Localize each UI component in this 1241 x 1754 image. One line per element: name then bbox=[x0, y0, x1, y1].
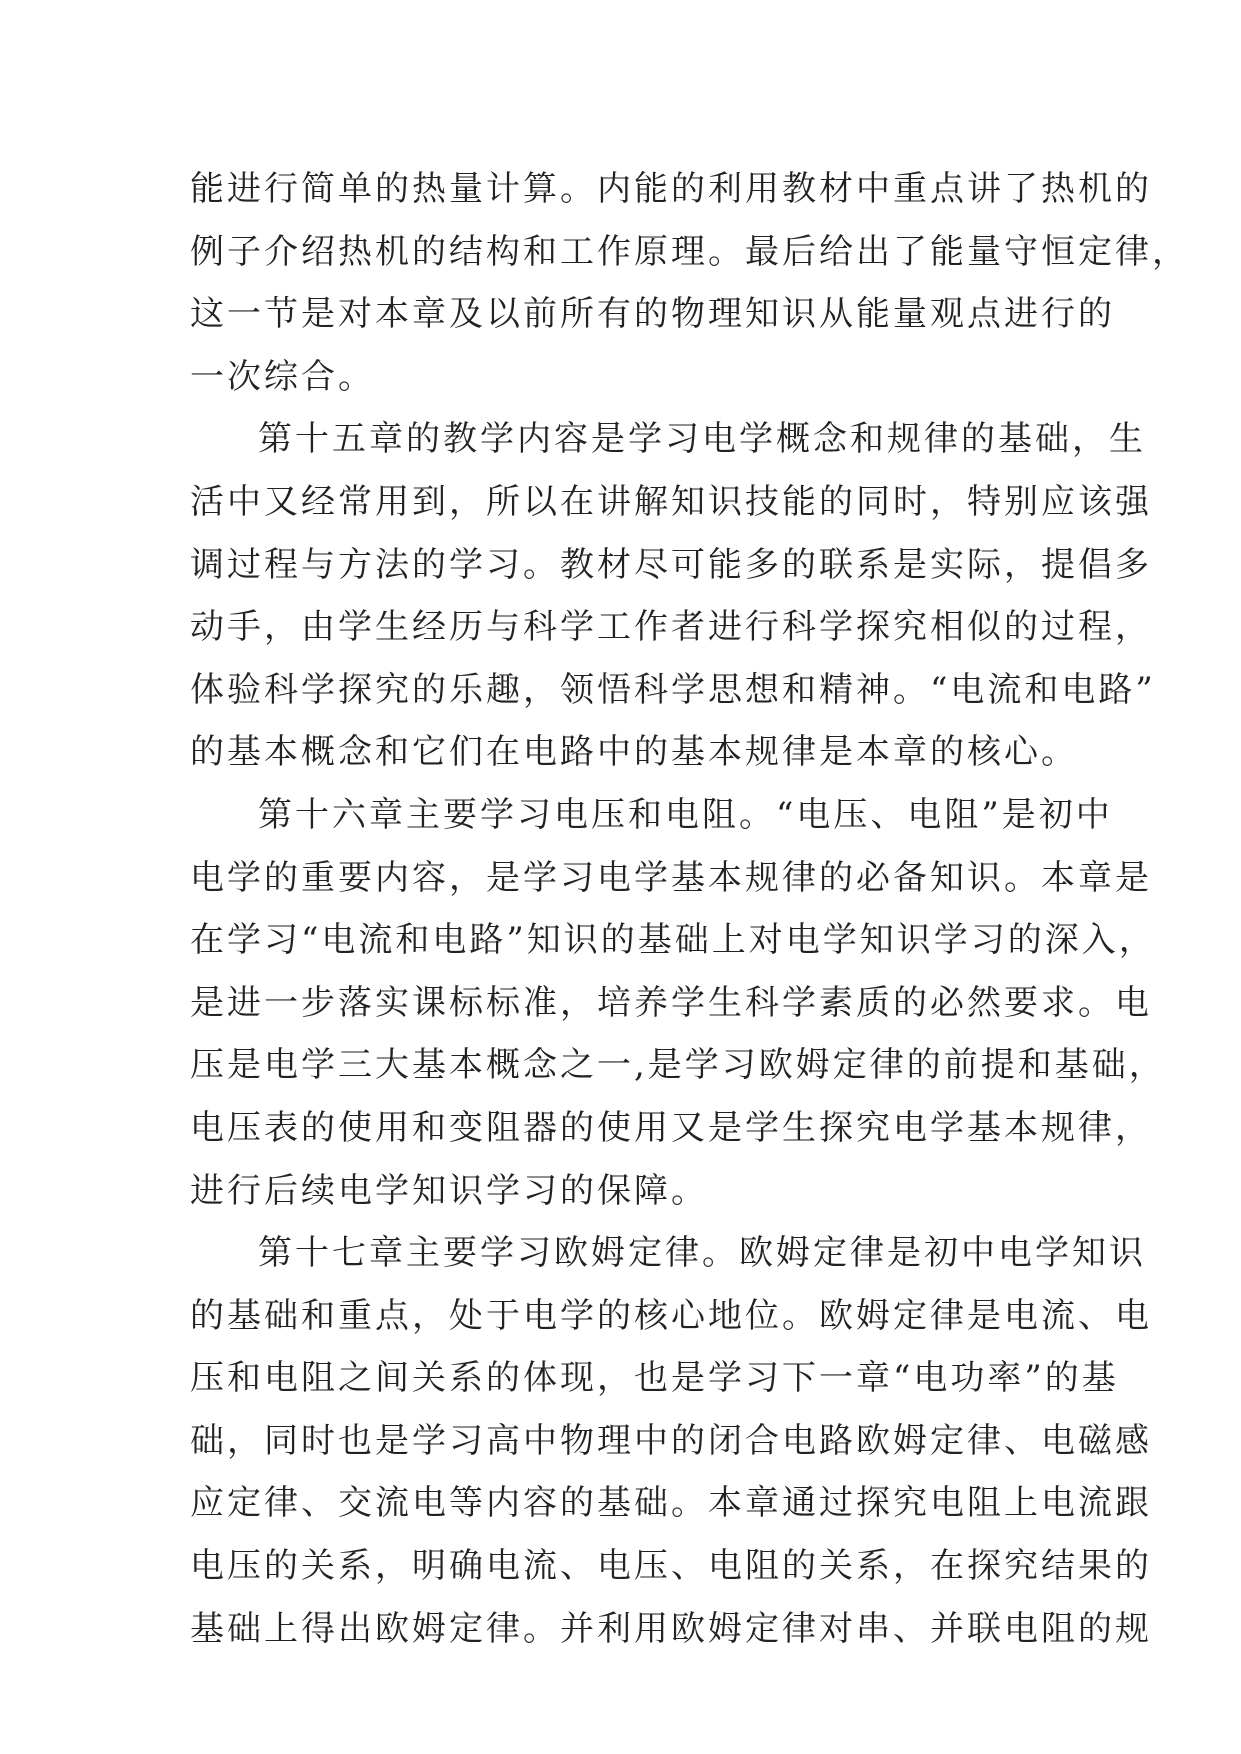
text-line: 应定律、交流电等内容的基础。本章通过探究电阻上电流跟 bbox=[190, 1483, 1152, 1524]
text-line: 础，同时也是学习高中物理中的闭合电路欧姆定律、电磁感 bbox=[190, 1420, 1152, 1461]
text-line: 压是电学三大基本概念之一,是学习欧姆定律的前提和基础， bbox=[190, 1045, 1166, 1086]
paragraph-start-line: 第十六章主要学习电压和电阻。“电压、电阻”是初中 bbox=[258, 794, 1113, 835]
text-line: 在学习“电流和电路”知识的基础上对电学知识学习的深入， bbox=[190, 920, 1156, 961]
text-line: 是进一步落实课标标准，培养学生科学素质的必然要求。电 bbox=[190, 982, 1152, 1023]
paragraph-start-line: 第十七章主要学习欧姆定律。欧姆定律是初中电学知识 bbox=[258, 1233, 1146, 1274]
text-line: 的基础和重点，处于电学的核心地位。欧姆定律是电流、电 bbox=[190, 1295, 1152, 1336]
text-line: 一次综合。 bbox=[190, 356, 375, 397]
text-line: 基础上得出欧姆定律。并利用欧姆定律对串、并联电阻的规 bbox=[190, 1608, 1152, 1649]
text-line: 体验科学探究的乐趣，领悟科学思想和精神。“电流和电路” bbox=[190, 669, 1156, 710]
text-line: 电压的关系，明确电流、电压、电阻的关系，在探究结果的 bbox=[190, 1546, 1152, 1587]
text-line: 压和电阻之间关系的体现，也是学习下一章“电功率”的基 bbox=[190, 1358, 1119, 1399]
text-line: 例子介绍热机的结构和工作原理。最后给出了能量守恒定律， bbox=[190, 231, 1189, 272]
text-line: 调过程与方法的学习。教材尽可能多的联系是实际，提倡多 bbox=[190, 544, 1152, 585]
text-line: 这一节是对本章及以前所有的物理知识从能量观点进行的 bbox=[190, 294, 1115, 335]
text-line: 活中又经常用到，所以在讲解知识技能的同时，特别应该强 bbox=[190, 481, 1152, 522]
text-line: 电学的重要内容，是学习电学基本规律的必备知识。本章是 bbox=[190, 857, 1152, 898]
text-line: 的基本概念和它们在电路中的基本规律是本章的核心。 bbox=[190, 732, 1078, 773]
body-text bbox=[190, 158, 1189, 1660]
text-line: 电压表的使用和变阻器的使用又是学生探究电学基本规律， bbox=[190, 1107, 1152, 1148]
text-line: 进行后续电学知识学习的保障。 bbox=[190, 1170, 708, 1211]
text-line: 能进行简单的热量计算。内能的利用教材中重点讲了热机的 bbox=[190, 169, 1152, 209]
text-line: 动手，由学生经历与科学工作者进行科学探究相似的过程， bbox=[190, 607, 1152, 648]
paragraph-start-line: 第十五章的教学内容是学习电学概念和规律的基础，生 bbox=[258, 419, 1146, 460]
